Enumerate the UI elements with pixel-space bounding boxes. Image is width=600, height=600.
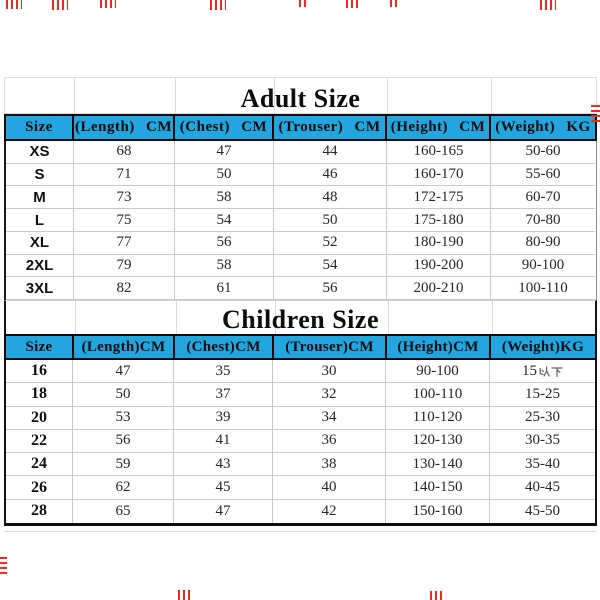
header-cell-size: Size xyxy=(4,114,74,141)
value-cell: 60-70 xyxy=(491,186,595,209)
size-cell: M xyxy=(6,186,74,209)
value-cell: 61 xyxy=(175,277,274,300)
red-watermark-fragment xyxy=(299,0,309,7)
value-cell: 54 xyxy=(175,209,274,232)
children-title-band xyxy=(4,300,597,334)
bottom-gridline xyxy=(4,531,597,532)
table-row xyxy=(6,383,595,406)
value-cell: 200-210 xyxy=(387,277,491,300)
size-cell: 3XL xyxy=(6,277,74,300)
value-cell: 65 xyxy=(73,500,174,523)
cjk-character-glyph xyxy=(538,365,550,378)
size-cell: 26 xyxy=(6,476,73,499)
adult-header-row xyxy=(4,114,597,141)
value-cell: 58 xyxy=(175,186,274,209)
value-cell: 35 xyxy=(174,360,273,383)
value-cell: 90-100 xyxy=(386,360,490,383)
value-cell: 120-130 xyxy=(386,430,490,453)
value-cell: 59 xyxy=(73,453,174,476)
value-cell: 82 xyxy=(74,277,175,300)
value-cell: 35-40 xyxy=(490,453,595,476)
adult-title-band xyxy=(4,77,597,114)
value-cell: 25-30 xyxy=(490,407,595,430)
red-watermark-fragment xyxy=(0,556,7,574)
column-gridline xyxy=(492,301,493,334)
red-watermark-fragment xyxy=(591,104,600,122)
value-cell: 77 xyxy=(74,232,175,255)
header-cell-length-cm: (Length) CM xyxy=(72,114,175,141)
table-row xyxy=(6,164,596,187)
value-cell: 45-50 xyxy=(525,502,560,519)
header-cell-trouser-cm: (Trouser) CM xyxy=(272,114,387,141)
value-cell: 42 xyxy=(273,500,386,523)
value-cell: 44 xyxy=(274,141,387,164)
value-cell: 47 xyxy=(175,141,274,164)
value-cell: 75 xyxy=(74,209,175,232)
value-cell: 50-60 xyxy=(491,141,595,164)
header-cell-chest-cm: (Chest)CM xyxy=(173,334,274,360)
children-size-table xyxy=(4,360,597,526)
value-cell: 100-110 xyxy=(491,277,595,300)
table-row xyxy=(6,360,595,383)
column-gridline xyxy=(491,78,492,113)
header-cell-size: Size xyxy=(4,334,74,360)
value-cell: 38 xyxy=(273,453,386,476)
table-row xyxy=(6,453,595,476)
value-cell: 68 xyxy=(74,141,175,164)
red-watermark-fragment xyxy=(540,0,556,10)
value-cell: 52 xyxy=(274,232,387,255)
value-cell: 50 xyxy=(175,164,274,187)
value-cell: 160-170 xyxy=(387,164,491,187)
value-cell: 40 xyxy=(273,476,386,499)
red-watermark-fragment xyxy=(430,591,442,600)
adult-size-table xyxy=(4,141,597,300)
value-cell: 46 xyxy=(274,164,387,187)
value-cell: 34 xyxy=(273,407,386,430)
value-cell: 90-100 xyxy=(491,255,595,278)
value-cell: 50 xyxy=(274,209,387,232)
value-cell: 140-150 xyxy=(386,476,490,499)
size-cell: 20 xyxy=(6,407,73,430)
value-cell: 36 xyxy=(273,430,386,453)
value-cell: 172-175 xyxy=(387,186,491,209)
red-watermark-fragment xyxy=(390,0,400,7)
value-cell: 130-140 xyxy=(386,453,490,476)
size-cell: 28 xyxy=(6,500,73,523)
value-cell: 47 xyxy=(73,360,174,383)
value-cell: 62 xyxy=(73,476,174,499)
size-cell: 24 xyxy=(6,453,73,476)
value-cell: 58 xyxy=(175,255,274,278)
value-cell: 41 xyxy=(174,430,273,453)
value-cell: 190-200 xyxy=(387,255,491,278)
value-cell: 40-45 xyxy=(490,476,595,499)
value-cell: 53 xyxy=(73,407,174,430)
value-cell: 71 xyxy=(74,164,175,187)
table-row xyxy=(6,407,595,430)
size-cell: 18 xyxy=(6,383,73,406)
table-row xyxy=(6,186,596,209)
value-cell: 110-120 xyxy=(386,407,490,430)
table-row xyxy=(6,209,596,232)
value-cell: 32 xyxy=(273,383,386,406)
size-cell: 2XL xyxy=(6,255,74,278)
header-cell-trouser-cm: (Trouser)CM xyxy=(272,334,387,360)
header-cell-height-cm: (Height) CM xyxy=(385,114,491,141)
header-cell-weight-kg: (Weight)KG xyxy=(489,334,597,360)
value-cell: 70-80 xyxy=(491,209,595,232)
table-row xyxy=(6,141,596,164)
value-cell: 150-160 xyxy=(386,500,490,523)
value-cell: 43 xyxy=(174,453,273,476)
red-watermark-fragment xyxy=(346,0,360,8)
value-cell: 15-25 xyxy=(490,383,595,406)
value-cell: 15 xyxy=(490,360,595,383)
children-table-title: Children Size xyxy=(222,305,379,334)
table-row xyxy=(6,500,595,523)
value-cell: 160-165 xyxy=(387,141,491,164)
size-cell: S xyxy=(6,164,74,187)
value-cell: 56 xyxy=(274,277,387,300)
size-cell: 22 xyxy=(6,430,73,453)
value-cell: 55-60 xyxy=(491,164,595,187)
header-cell-length-cm: (Length)CM xyxy=(72,334,175,360)
header-cell-chest-cm: (Chest) CM xyxy=(173,114,274,141)
size-cell: L xyxy=(6,209,74,232)
value-cell: 48 xyxy=(274,186,387,209)
value-cell: 56 xyxy=(73,430,174,453)
table-row xyxy=(6,476,595,499)
red-watermark-fragment xyxy=(6,0,22,9)
value-cell: 73 xyxy=(74,186,175,209)
column-gridline xyxy=(175,78,176,113)
value-cell: 37 xyxy=(174,383,273,406)
value-cell: 54 xyxy=(274,255,387,278)
value-cell: 39 xyxy=(174,407,273,430)
header-cell-height-cm: (Height)CM xyxy=(385,334,491,360)
size-cell: XL xyxy=(6,232,74,255)
column-gridline xyxy=(176,301,177,334)
value-cell: 30 xyxy=(273,360,386,383)
value-cell: 56 xyxy=(175,232,274,255)
table-row xyxy=(6,255,596,278)
value-cell: 79 xyxy=(74,255,175,278)
value-cell: 175-180 xyxy=(387,209,491,232)
size-cell: XS xyxy=(6,141,74,164)
red-watermark-fragment xyxy=(52,0,68,10)
column-gridline xyxy=(387,78,388,113)
adult-table-title: Adult Size xyxy=(240,84,361,113)
table-row xyxy=(6,277,596,300)
header-cell-weight-kg: (Weight) KG xyxy=(489,114,597,141)
red-watermark-fragment xyxy=(210,0,226,10)
column-gridline xyxy=(74,78,75,113)
children-header-row xyxy=(4,334,597,360)
cjk-character-glyph xyxy=(551,365,563,378)
value-cell: 180-190 xyxy=(387,232,491,255)
value-cell: 30-35 xyxy=(490,430,595,453)
column-gridline xyxy=(388,301,389,334)
value-cell: 50 xyxy=(73,383,174,406)
table-row xyxy=(6,232,596,255)
value-cell: 47 xyxy=(174,500,273,523)
red-watermark-fragment xyxy=(100,0,116,8)
value-cell: 45 xyxy=(174,476,273,499)
red-watermark-fragment xyxy=(178,590,192,600)
value-cell: 80-90 xyxy=(491,232,595,255)
value-cell: 100-110 xyxy=(386,383,490,406)
column-gridline xyxy=(75,301,76,334)
size-cell: 16 xyxy=(6,360,73,383)
table-row xyxy=(6,430,595,453)
